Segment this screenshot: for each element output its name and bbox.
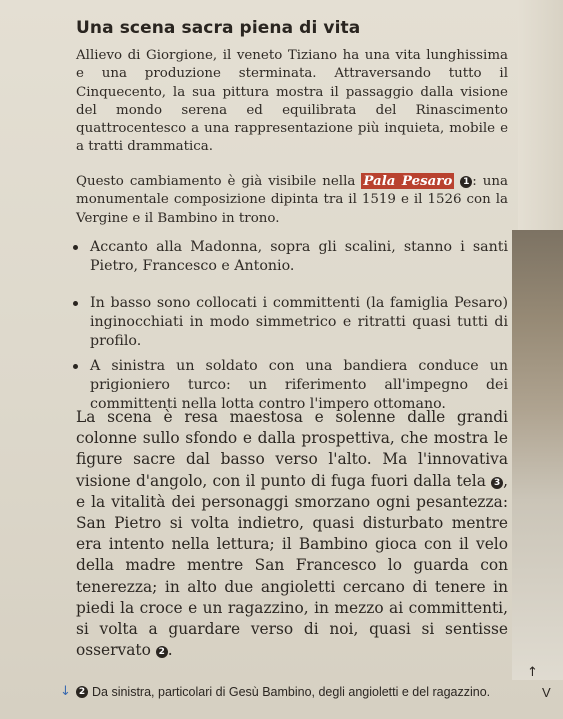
image-strip-top	[518, 0, 563, 230]
pala-pesaro-highlight: Pala Pesaro	[363, 173, 453, 189]
figure-ref-3: 3	[491, 477, 503, 489]
caption-figure-ref: 2	[76, 686, 88, 698]
bullet-text: A sinistra un soldato con una bandiera conduce un prigioniero turco: un riferimento all'impegno dei committenti nella lotta contro l'impero ottomano.	[90, 358, 508, 412]
pala-text-after: : una monumentale composizione dipinta tra il 1519 e il 1526 con la Vergine e il Bambino in trono.	[76, 174, 508, 226]
bullet-dot	[73, 364, 78, 369]
side-letter: V	[542, 685, 551, 700]
bullet-text: Accanto alla Madonna, sopra gli scalini, stanno i santi Pietro, Francesco e Antonio.	[90, 239, 508, 274]
page-title: Una scena sacra piena di vita	[76, 18, 361, 38]
scene-text-2: , e la vitalità dei personaggi smorzano ogni pesantezza: San Pietro si volta indietro, quasi disturbato mentre era intento nella lettura; il Bambino gioca con il velo della madre mentre San Francesco lo guarda con tenerezza; in alto due angioletti cercano di tenere in piedi la croce e un ragazzino, in mezzo ai committenti, si volta a guardare verso di noi, quasi si sentisse osservato	[76, 471, 508, 660]
bullet-item	[90, 357, 508, 413]
arrow-down-icon: ↓	[60, 684, 71, 699]
bullet-item	[90, 238, 508, 276]
bullet-item	[90, 294, 508, 350]
image-caption: Da sinistra, particolari di Gesù Bambino, degli angioletti e del ragazzino.	[92, 685, 491, 699]
arrow-up-icon: ↑	[527, 665, 538, 680]
figure-ref-1: 1	[460, 176, 472, 188]
scene-paragraph	[76, 407, 508, 661]
scene-text-1: La scena è resa maestosa e solenne dalle grandi colonne sullo sfondo e dalla prospettiva, che mostra le figure sacre dal basso verso l'alto. Ma l'innovativa visione d'angolo, con il punto di fuga fuori dalla tela	[76, 408, 508, 490]
bullet-text: In basso sono collocati i committenti (la famiglia Pesaro) inginocchiati in modo simmetrico e ritratti quasi tutti di profilo.	[90, 295, 508, 349]
pala-text-before: Questo cambiamento è già visibile nella	[76, 174, 362, 189]
bullet-dot	[73, 245, 78, 250]
intro-paragraph: Allievo di Giorgione, il veneto Tiziano ha una vita lunghissima e una produzione sterminata. Attraversando tutto il Cinquecento, la sua pittura mostra il passaggio dalla visione del mondo serena ed equilibrata del Rinascimento quattrocentesco a una rappresentazione più inquieta, mobile e a tratti drammatica.	[76, 48, 508, 155]
pala-paragraph	[76, 172, 508, 228]
figure-ref-2: 2	[156, 646, 168, 658]
bullet-dot	[73, 301, 78, 306]
scene-text-end: .	[167, 641, 173, 660]
image-strip	[512, 230, 563, 680]
